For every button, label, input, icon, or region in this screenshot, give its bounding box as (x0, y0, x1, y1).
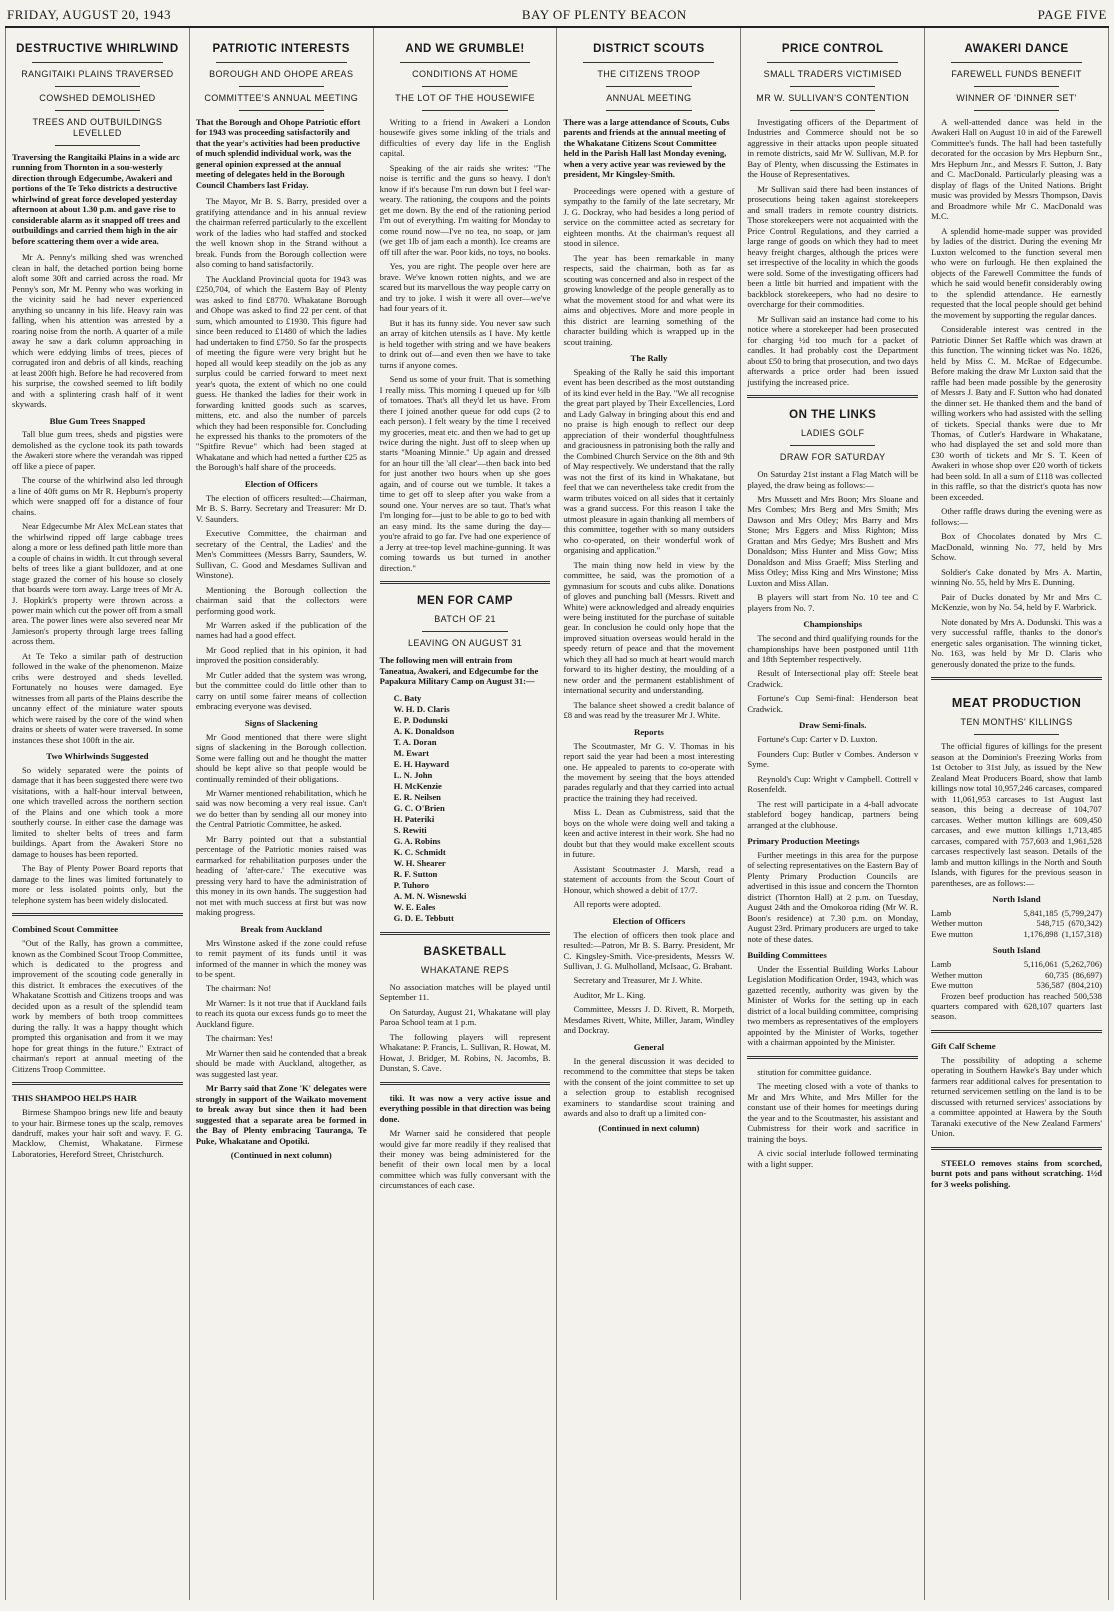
table-row (931, 959, 1102, 969)
divider (380, 1082, 551, 1085)
paragraph: Send us some of your fruit. That is something I really miss. This morning I queued up for ½lb of tomatoes. That's all they'd let us have. From there I joined another queue for odd cups (2 to each person). I felt weary by the time I received my groceries, meat etc. and then we had to get up twice during the night. Just off to sleep when up starts "Moaning Minnie." Up again and dressed for an hour till the 'all clear'—then back into bed for just another two hours when up she goes again, and of course out we tumble. It takes a time to get off to sleep after you wake from a sound one. Your nerves are so taut. That's what I'm longing for—just to be able to go to bed with an easy mind. Its the same during the day—you're afraid to go far. I've had one experience of a Jerry at tree-top level machine-gunning. It was coming towards us but turned in another direction." (379, 374, 551, 573)
table-cell-label: Lamb (931, 959, 952, 970)
subheading: LADIES GOLF (801, 428, 865, 439)
column-grumble (374, 28, 558, 1600)
paragraph: The chairman: Yes! (205, 1033, 273, 1044)
table-cell-value: 536,587 (1036, 980, 1065, 991)
paragraph: The meeting closed with a vote of thanks to Mr and Mrs White, and Mrs Miller for the constant use of their homes for meetings during the year and to the Scoutmaster, his assistant and Cubmistress for their work and sacrifice in training the boys. (747, 1081, 919, 1144)
crosshead: Election of Officers (612, 915, 686, 926)
paragraph: Mr Barry pointed out that a substantial percentage of the Patriotic monies raised was earmarked for rehabilitation purposes under the heading of 'after-care.' The executive was pressing very hard to have the administration of this money in its own hands. The suggestion had not met with much success at first but was now making progress. (195, 833, 367, 918)
page-number: PAGE FIVE (1037, 7, 1107, 22)
paragraph: Other raffle draws during the evening were as follows:— (931, 506, 1102, 527)
paragraph: The election of officers resulted:—Chairman, Mr B. S. Barry. Secretary and Treasurer: Mr D. V. Saunders. (195, 492, 367, 524)
paragraph: The possibility of adopting a scheme operating in Southern Hawke's Bay under which farmers rear additional calves for presentation to returned servicemen settling on the land is to be discussed with returned services' associations by a committee appointed at Hawera by the South Taranaki executive of the New Zealand Farmers' Union. (931, 1054, 1102, 1139)
south-island-table (931, 959, 1102, 990)
table-cell-prev: (86,697) (1072, 969, 1102, 980)
paragraph: Writing to a friend in Awakeri a London housewife gives some inkling of the trials and difficulties of every day life in the English capital. (379, 116, 551, 159)
divider (790, 110, 875, 111)
table-cell-prev: (5,262,706) (1061, 959, 1102, 970)
paragraph: stitution for committee guidance. (757, 1066, 872, 1077)
headline: AND WE GRUMBLE! (405, 43, 525, 55)
subheading: RANGITAIKI PLAINS TRAVERSED (21, 69, 174, 80)
table-cell-prev: (5,799,247) (1061, 907, 1102, 918)
subheading: ANNUAL MEETING (606, 92, 692, 103)
name-entry: G. D. E. Tebbutt (393, 912, 454, 923)
advert-text: STEELO removes stains from scorched, burnt pots and pans without scratching. 1½d for 3 weeks polishing. (931, 1157, 1102, 1189)
subheading: MR W. SULLIVAN'S CONTENTION (756, 92, 910, 103)
paragraph: Soldier's Cake donated by Mrs A. Martin, winning No. 55, held by Mrs E. Dunning. (931, 566, 1102, 588)
table-cell-prev: (804,210) (1068, 980, 1102, 991)
table-row (931, 929, 1102, 939)
divider (767, 62, 898, 63)
crosshead: Gift Calf Scheme (931, 1040, 996, 1051)
headline: PRICE CONTROL (781, 43, 884, 55)
paragraph: Assistant Scoutmaster J. Marsh, read a statement of accounts from the Scout Court of Honour, which showed a debit of 17/7. (563, 863, 735, 895)
paragraph: Mr Good mentioned that there were slight signs of slackening in the Borough collection. Some were falling out and he thought the matter should be kept alive so that people would be continually reminded of their obligations. (195, 731, 367, 784)
advert-heading: THIS SHAMPOO HELPS HAIR (12, 1093, 137, 1104)
subheading: COWSHED DEMOLISHED (39, 92, 156, 103)
name-entry: E. P. Dodunski (393, 714, 448, 725)
divider (931, 677, 1102, 680)
crosshead: Two Whirlwinds Suggested (46, 751, 149, 762)
name-entry: P. Tuhoro (393, 879, 430, 890)
divider (380, 581, 551, 584)
subheading: FAREWELL FUNDS BENEFIT (951, 69, 1082, 80)
paragraph: Note donated by Mrs A. Dodunski. This was a very successful raffle, thanks to the donor's energetic sales organisation. The winning ticket, No. 163, was held by Mr D. Claris who generously donated the prize to the funds. (931, 616, 1102, 669)
divider (422, 86, 507, 87)
table-row (931, 970, 1102, 980)
name-entry: A. K. Donaldson (393, 725, 455, 736)
divider (380, 932, 551, 935)
table-heading: North Island (992, 894, 1041, 905)
paragraph: Pair of Ducks donated by Mr and Mrs C. McKenzie, won by No. 54, held by F. Warbrick. (931, 591, 1102, 613)
paragraph: The following players will represent Whakatane: P. Francis, L. Sullivan, R. Howat, M. Howat, J. Bridger, M. Robins, N. Jacombs, B. Dunstan, S. Cave. (379, 1031, 551, 1074)
paragraph: Mr Warren asked if the publication of the names had had a good effect. (195, 619, 367, 641)
table-row (931, 908, 1102, 918)
paragraph: The balance sheet showed a credit balance of £8 and was read by the treasurer Mr J. White. (563, 699, 735, 721)
subheading: BATCH OF 21 (434, 614, 496, 625)
table-cell-value: 5,841,185 (1023, 907, 1058, 918)
paragraph: Mr Cutler added that the system was wrong, but the committee could do little other than to carry on until some fairer means of collection embracing everyone was devised. (195, 669, 367, 712)
paragraph: On Saturday 21st instant a Flag Match will be played, the draw being as follows:— (747, 469, 919, 490)
north-island-table (931, 908, 1102, 939)
paragraph: A splendid home-made supper was provided by ladies of the district. During the evening Mr Luxton welcomed to the function several men who were on furlough. He then explained the objects of the Farewell Committee the funds of which he said would benefit considerably owing to the splendid attendance. He earnestly requested that the local people should get behind the movement by supporting the regular dances. (931, 225, 1102, 320)
subheading: DRAW FOR SATURDAY (779, 452, 886, 463)
subheading: COMMITTEE'S ANNUAL MEETING (204, 92, 359, 103)
paragraph: Speaking of the air raids she writes: "The noise is terrific and the guns so heavy. I don't know if it's because I'm run down but I feel war-weary. The rationing, the coupons and the points get me down. By the end of the rationing period I'm out of everything. I'm waiting for Monday to come round now—I've no tea, no soap, or jam (we get 1lb of jam each a month). Ice creams are off till after the war. Poor kids, no toys, no books. (379, 162, 551, 257)
paragraph: The Auckland Provincial quota for 1943 was £250,704, of which the Eastern Bay of Plenty was asked to find £8770. Whakatane Borough and Ohope was asked to find 22 per cent. of that sum, which amounted to £1930. This figure had since been reduced to £1480 of which the ladies had undertaken to find £750. So far the prospects of meeting the figure were very bright but he hoped all would keep steadily on the job as any surplus could be carried forward to meet next year's quota, the extent of which no one could guess. He thanked the ladies for their work in forwarding knitted goods such as scarves, mittens, etc. and also the number of parcels which they had been responsible for. Concluding he expressed his thanks to the promoters of the "Spitfire Revue" which had been staged at Whakatane and which had netted a further £25 as the Borough's half share of the proceeds. (195, 273, 367, 473)
name-entry: L. N. John (393, 769, 433, 780)
table-heading: South Island (992, 945, 1041, 956)
subheading: BOROUGH AND OHOPE AREAS (209, 69, 354, 80)
headline: AWAKERI DANCE (964, 43, 1069, 55)
crosshead: Blue Gum Trees Snapped (49, 415, 146, 426)
divider (790, 445, 875, 446)
newspaper-page (5, 5, 1109, 1601)
lede: The following men will entrain from Taneatua, Awakeri, and Edgecumbe for the Papakura Military Camp on August 31:— (379, 655, 539, 687)
crosshead: Combined Scout Committee (12, 924, 119, 935)
paragraph: Frozen beef production has reached 500,538 quarters compared with 628,107 quarters last season. (931, 990, 1102, 1022)
column-awakeri-dance (925, 28, 1109, 1600)
paragraph: Mrs Winstone asked if the zone could refuse to remit payment of its funds until it was informed of the manner in which the money was to be spent. (195, 937, 367, 979)
crosshead: Championships (803, 619, 863, 630)
name-entry: R. F. Sutton (393, 868, 438, 879)
paragraph: The rest will participate in a 4-ball advocate stableford bogey handicap, partners being arranged at the clubhouse. (747, 798, 919, 830)
table-cell-label: Wether mutton (931, 918, 983, 929)
table-cell-label: Lamb (931, 907, 952, 918)
paragraph: Mr Sullivan said an instance had come to his notice where a storekeeper had been prosecuted for charging ½d too much for a packet of candles. It had probably cost the Department about £50 to bring that prosecution, and two days afterwards a price order had been issued justifying the increased price. (747, 313, 919, 387)
paragraph: The course of the whirlwind also led through a line of 40ft gums on Mr R. Hepburn's property which were snapped off for a distance of four chains. (12, 475, 183, 517)
name-entry: C. Baty (393, 692, 422, 703)
paragraph: Reynold's Cup: Wright v Campbell. Cottrell v Rosenfeldt. (747, 773, 919, 795)
paragraph: B players will start from No. 10 tee and C players from No. 7. (747, 592, 919, 613)
crosshead: Signs of Slackening (244, 717, 318, 728)
paragraph: On Saturday, August 21, Whakatane will play Paroa School team at 1 p.m. (379, 1006, 551, 1028)
paragraph: Mr Warner then said he contended that a break should be made with Auckland, altogether, as was suggested last year. (195, 1047, 367, 1079)
divider (951, 62, 1082, 63)
paragraph: Mentioning the Borough collection the chairman said that the collectors were performing good work. (195, 584, 367, 616)
paragraph: tiki. It was now a very active issue and everything possible in that direction was being done. (379, 1092, 551, 1124)
paragraph: Fortune's Cup: Carter v D. Luxton. (757, 734, 878, 745)
subheading: LEAVING ON AUGUST 31 (407, 638, 523, 649)
table-cell-prev: (670,342) (1068, 918, 1102, 929)
divider (931, 1147, 1102, 1150)
name-entry: H. Pateriki (393, 813, 435, 824)
headline: DISTRICT SCOUTS (593, 43, 705, 55)
paragraph: Fortune's Cup Semi-final: Henderson beat Cradwick. (747, 693, 919, 714)
divider (422, 631, 507, 632)
name-entry: W. E. Eales (393, 901, 436, 912)
paragraph: The Mayor, Mr B. S. Barry, presided over a gratifying attendance and in his annual review the chairman referred particularly to the excellent work of the ladies who had staffed and stocked the well known shop in the Strand without a break. Funds from the Borough collection were also coming to hand satisfactorily. (195, 196, 367, 270)
crosshead: Building Committees (747, 950, 827, 961)
name-entry: E. R. Neilsen (393, 791, 441, 802)
subheading: THE LOT OF THE HOUSEWIFE (395, 92, 535, 103)
paragraph: Committee, Messrs J. D. Rivett, R. Morpeth, Mesdames Rivett, White, Miller, Jaram, Windley and Dockray. (563, 1004, 735, 1036)
paragraph: Box of Chocolates donated by Mrs C. MacDonald, winning No. 77, held by Mrs Schow. (931, 531, 1102, 563)
paragraph: No association matches will be played until September 11. (379, 981, 551, 1003)
paragraph: But it has its funny side. You never saw such an array of kitchen utensils as I have. My kettle is held together with string and we have beakers to drink out of—and even then we have to take turns if anyone comes. (379, 317, 551, 370)
paragraph: The election of officers then took place and resulted:—Patron, Mr B. S. Barry. President, Mr C. Kingsley-Smith. Vice-presidents, Messrs W. Sullivan, J. G. Mulholland, McIsaac, G. Brabant. (563, 929, 735, 971)
crosshead: Primary Production Meetings (747, 836, 860, 847)
paragraph: "Out of the Rally, has grown a committee, known as the Combined Scout Troop Committee, which is dedicated to the progress and improvement of the scouting code generally in this district. It embraces the executives of the Whakatane Scottish and Citizens troops and was decided upon as a result of the splendid team work by members of both troop committees during the rally. It was a happy thought which prompted this organisation and from it we may hope for great things in the future." Extract of chairman's report at annual meeting of the Citizens Troop Committee. (12, 938, 183, 1074)
paragraph: Under the Essential Building Works Labour Legislation Modification Order, 1943, which was gazetted recently, authority was given by the Minister of Works for the setting up in each district of a local building committee, comprising two members as representatives of the employers appointed by the Minister of Works, together with a chairman appointed by the Minister. (747, 963, 919, 1048)
table-cell-label: Wether mutton (931, 969, 983, 980)
crosshead: Break from Auckland (240, 923, 323, 934)
divider (606, 86, 691, 87)
paragraph: The year has been remarkable in many respects, said the chairman, both as far as scouting was concerned and also in respect of the growing knowledge of the people generally as to what the movement stood for and what were its aims and objectives. More and more people in this district are learning something of the character building which is wrapped up in the scout training. (563, 252, 735, 347)
crosshead: General (633, 1041, 665, 1052)
paragraph: A civic social interlude followed terminating with a light supper. (747, 1148, 919, 1169)
table-cell-value: 60,735 (1044, 969, 1069, 980)
divider (974, 86, 1059, 87)
divider (974, 734, 1059, 735)
divider (931, 1030, 1102, 1033)
divider (32, 62, 163, 63)
name-entry: G. A. Robins (393, 835, 441, 846)
paragraph: The second and third qualifying rounds for the championships have been postponed until 11th and 18th September respectively. (747, 633, 919, 664)
divider (606, 110, 691, 111)
paragraph: Investigating officers of the Department of Industries and Commerce should not be so aggressive in their attacks upon people situated in remote districts, said Mr W. Sullivan, M.P. for Bay of Plenty, when discussing the Estimates in the House of Representatives. (747, 116, 919, 180)
subheading: SMALL TRADERS VICTIMISED (763, 69, 902, 80)
name-entry: K. C. Schmidt (393, 846, 446, 857)
divider (239, 110, 324, 111)
paragraph: Mrs Mussett and Mrs Boon; Mrs Sloane and Mrs Combes; Mrs Berg and Mrs Smith; Mrs Dawson and Mrs Otley; Mrs Barry and Mrs Stone; Mrs Eggers and Miss Righton; Miss Grattan and Mrs Gedye; Mrs Bushett and Mrs Donaldson; Miss Hunter and Miss Gow; Miss Donaldson and Miss Graeff; Miss Sterling and Miss Otley; Miss King and Mrs Winstone; Miss Luxton and Miss Allan. (747, 493, 919, 588)
name-entry: H. McKenzie (393, 780, 442, 791)
advert-text: Birmese Shampoo brings new life and beauty to your hair. Birmese tones up the scalp, removes dandruff, makes your hair soft and wavy. F. G. Macklow, Chemist, Whakatane. Firmese Laboratories, Hereford Street, Christchurch. (12, 1107, 183, 1159)
crosshead: Election of Officers (244, 478, 318, 489)
paragraph: Secretary and Treasurer, Mr J. White. (573, 975, 703, 986)
subheading: TEN MONTHS' KILLINGS (960, 717, 1073, 728)
divider (55, 86, 140, 87)
paragraph: Founders Cup: Butler v Combes. Anderson v Syme. (747, 748, 919, 770)
subheading: WHAKATANE REPS (420, 964, 510, 975)
headline: BASKETBALL (423, 945, 507, 958)
paragraph: In the general discussion it was decided to recommend to the committee that steps be taken with the consent of the joint committee to set up a selection group to establish recognised examiners to standardise scout training and awards and also to draft up a limited con- (563, 1055, 735, 1119)
table-row (931, 918, 1102, 928)
paragraph: Mr Sullivan said there had been instances of prosecutions being taken against storekeepers and small traders in remote country districts. Those storekeepers were not acquainted with the Price Control Regulations, and they carried a large range of goods on which they had to meet heavy freight charges, although the prices were set irrespective of the locality in which the goods were sold. Some of the investigating officers had been a little bit hurried and impatient with the backblock storekeepers, who had no desire to overcharge for their commodities. (747, 183, 919, 310)
divider (55, 145, 140, 146)
paragraph: All reports were adopted. (573, 899, 661, 910)
paragraph: Yes, you are right. The people over here are brave. We've known rotten nights, and we are scared but its marvellous the way people carry on and try to joke. I wish it were all over—we've had four years of it. (379, 261, 551, 314)
paragraph: Executive Committee, the chairman and secretary of the Central, the Ladies' and the Men's Committees (Messrs Barry, Saunders, W. Sullivan, C. Good and Mesdames Sullivan and Winstone). (195, 528, 367, 581)
paragraph: So widely separated were the points of damage that it has been suggested there were two visitations, with a half-hour interval between, one which travelled across the northern section of the Plains and one which took a more southerly course. In either case the damage was limited to shelter belts of trees and farm buildings. Apart from the Awakeri Store no damage to houses has been reported. (12, 765, 183, 859)
paragraph: The Scoutmaster, Mr G. V. Thomas in his report said the year had been a most interesting one. He appealed to parents to co-operate with the movement by seeing that the boys attended parades regularly and that they carried into actual practice the training they had received. (563, 740, 735, 803)
paragraph: Tall blue gum trees, sheds and pigsties were demolished as the cyclone took its path towards the Awakeri store where the verandah was ripped off like a piece of paper. (12, 429, 183, 471)
paragraph: Near Edgecumbe Mr Alex McLean states that the whirlwind ripped off large cabbage trees along a more or less defined path little more than a couple of chains in width. It cut through several belts of trees like a giant bulldozer, and at one stage grazed the corner of his house so closely that boards were torn away. Large trees of Mr A. J. Hopkirk's property were thrown across a power main which cut the power off from a small area. The power lines were also severed near Mr Jamieson's property through large trees falling across them. (12, 521, 183, 647)
paragraph: Mr Barry said that Zone 'K' delegates were strongly in support of the Waikato movement to break away but since then it had been suggested that a separate area be formed in the Bay of Plenty embracing Tauranga, Te Puke, Whakatane and Opotiki. (195, 1083, 367, 1146)
masthead (5, 5, 1109, 28)
crosshead: Draw Semi-finals. (799, 720, 867, 731)
paragraph: A well-attended dance was held in the Awakeri Hall on August 10 in aid of the Farewell Committee's funds. The hall had been tastefully decorated for the occasion by Mrs Hepburn Snr., Mrs Hepburn Jnr., and Messrs F. Sutton, J. Baty and C. MacDonald. Particularly pleasing was a display of flags of the United Nations. Bright music was provided by Messrs Thompson, Davis and Broadmore while Mr C. MacDonald was M.C. (931, 116, 1102, 222)
lede: Traversing the Rangitaiki Plains in a wide arc running from Thornton in a sou-westerly direction through Edgecumbe, Awakeri and portions of the Te Teko districts a destructive whirlwind of great force developed yesterday afternoon at about 1.30 p.m. and gave rise to considerable alarm as it snapped off trees and outbuildings and carried them high in the air before scattering them over a wide area. (12, 151, 181, 246)
paragraph: The main thing now held in view by the committee, he said, was the promotion of a gymnasium for scouts and cubs alike. Donations of gloves and punching ball (Messrs. Rivett and White) were acknowledged and already enquiries were being instituted for the purchase of suitable gear. In conclusion he could only hope that the improved situation overseas would herald in the speedy return of peace and that the movement which they all had so much at heart would march forward to its higher destiny, the moulding of a new order and the permanent establishment of international security and understanding. (563, 559, 735, 696)
issue-date: FRIDAY, AUGUST 20, 1943 (7, 7, 172, 22)
subheading: THE CITIZENS TROOP (597, 69, 701, 80)
column-price-control (741, 28, 925, 1600)
subheading: TREES AND OUTBUILDINGS LEVELLED (32, 116, 163, 138)
paragraph: Miss L. Dean as Cubmistress, said that the boys on the whole were doing well and taking a keen and active interest in their work. She had no doubt but that they would make excellent scouts in future. (563, 807, 735, 860)
table-cell-value: 5,116,061 (1023, 959, 1058, 970)
column-patriotic (190, 28, 374, 1600)
paragraph: Mr Warner: Is it not true that if Auckland fails to reach its quota our excess funds go to meet the Auckland figure. (195, 997, 367, 1029)
paragraph: Proceedings were opened with a gesture of sympathy to the family of the late secretary, Mr J. G. Dockray, who had besides a long period of service on the committee acted as secretary for eighteen months. At the chairman's request all stood in silence. (563, 185, 735, 249)
subheading: CONDITIONS AT HOME (412, 69, 518, 80)
paragraph: Mr Warner mentioned rehabilitation, which he said was now becoming a very real issue. Can't we do better than by sending all our money into the Central Patriotic Committee, he asked. (195, 788, 367, 830)
paragraph: Mr Good replied that in his opinion, it had improved the position considerably. (195, 644, 367, 666)
divider (400, 62, 531, 63)
divider (583, 62, 714, 63)
headline: MEAT PRODUCTION (951, 696, 1082, 711)
table-cell-value: 548,715 (1036, 918, 1065, 929)
lede: There was a large attendance of Scouts, Cubs parents and friends at the annual meeting of the Whakatane Citizens Scout Committee held in the Parish Hall last Monday evening, when a very active year was reviewed by the president, Mr Kingsley-Smith. (563, 116, 730, 180)
divider (55, 110, 140, 111)
divider (12, 1082, 183, 1085)
lede: That the Borough and Ohope Patriotic effort for 1943 was proceeding satisfactorily and that the year's activities had been productive of much splendid individual work, was the general opinion expressed at the annual meeting of delegates held in the Borough Council Chambers last Friday. (195, 116, 361, 190)
paragraph: Mr Warner said he considered that people would give far more readily if they realised that their money was being administered for the benefit of their own local men by a local committee which was fully conversant with the circumstances of each case. (379, 1128, 551, 1191)
divider (747, 395, 918, 398)
name-entry: T. A. Doran (393, 736, 437, 747)
name-entry: S. Rewiti (393, 824, 427, 835)
subheading: WINNER OF 'DINNER SET' (956, 92, 1077, 103)
crosshead: The Rally (630, 353, 668, 364)
name-entry: A. M. N. Wisnewski (393, 890, 467, 901)
continued-note: (Continued in next column) (230, 1150, 332, 1161)
paragraph: Mr A. Penny's milking shed was wrenched clean in half, the detached portion being borne aloft some 30ft and carried across the road. Mr Penny's son, Mr M. Penny who was working in the vicinity said he had never experienced anything so uncanny in his life. Heavy rain was falling, when his attention was arrested by a roaring noise from the north. A quarter of a mile away he saw a dark column approaching in which were eddying limbs of trees, pieces of corrugated iron and debris of all kinds, reaching at least 200ft high. Before he had recovered from his surprise, the cowshed seemed to lift bodily and with a splintering crash half of it went skywards. (12, 252, 183, 410)
paragraph: At Te Teko a similar path of destruction followed in the wake of the phenomenon. Maize cribs were destroyed and sheds levelled. Fortunately no houses were damaged. Eye witnesses from all parts of the Plains describe the uncanny effect of the miniature water spouts which were raised by the core of the wind when drains or sheets of water were traversed. In some instances these shot 100ft in the air. (12, 650, 183, 745)
table-cell-value: 1,176,898 (1023, 928, 1058, 939)
table-cell-label: Ewe mutton (931, 928, 973, 939)
divider (747, 1056, 918, 1059)
paragraph: Considerable interest was centred in the Patriotic Dinner Set Raffle which was drawn at this function. The winning ticket was No. 1826, held by Miss C. M. McRae of Edgecumbe. Before making the draw Mr Luxton said that the raffle had been made possible by the generosity of Messrs J. Baty and F. Sutton who had donated the dinner set. He thanked them and the band of willing workers who had assisted with the selling of tickets. Special thanks were due to Mr Thomas, of Cutler's Hardware in Whakatane, who had displayed the set and sold more than £30 worth of tickets and Mr S. T. Keen of Awakeri in whose shop over £20 worth of tickets had been sold. In all a sum of £118 was collected in this raffle, so that the district's quota has now been exceeded. (931, 324, 1102, 502)
paragraph: Result of Intersectional play off: Steele beat Cradwick. (747, 668, 919, 689)
column-scouts (557, 28, 741, 1600)
table-cell-label: Ewe mutton (931, 980, 973, 991)
divider (12, 913, 183, 916)
paragraph: Further meetings in this area for the purpose of selecting representatives on the Eastern Bay of Plenty Primary Production Councils are advertised in this issue and concern the Thornton district (Thornton Hall) at 2 p.m. on Tuesday, August 24th and the Omokoroa riding (Mr W. R. Boon's residence) at 7.30 p.m. on Monday, August 23rd. Primary producers are urged to take note of these dates. (747, 849, 919, 944)
column-whirlwind (6, 28, 190, 1600)
paragraph: The official figures of killings for the present season at the Dominion's Freezing Works from 1st October to 31st July, as issued by the New Zealand Meat Producers Board, show that lamb killings now total 10,957,246 carcases, compared with 11,061,953 carcases to 1st August last season, this being a decrease of 104,707 carcases. Wether mutton killings are 609,450 carcases, and ewe mutton killings 1,713,485 carcases, compared with 757,603 and 1,961,528 carcases respectively last season. Details of the lamb and mutton killings in the North and South Islands, with figures for the previous season in parentheses, are as follows:— (931, 741, 1102, 888)
divider (422, 110, 507, 111)
headline: MEN FOR CAMP (417, 595, 514, 608)
paragraph: Auditor, Mr L. King. (573, 989, 646, 1000)
paragraph: The chairman: No! (205, 983, 272, 994)
name-entry: M. Ewart (393, 747, 429, 758)
name-entry: W. H. D. Claris (393, 703, 450, 714)
continued-note: (Continued in next column) (598, 1122, 700, 1133)
divider (974, 110, 1059, 111)
names-list (394, 693, 551, 924)
headline: ON THE LINKS (789, 409, 877, 422)
divider (790, 86, 875, 87)
crosshead: Reports (634, 726, 664, 737)
paragraph: The Bay of Plenty Power Board reports that damage to the lines was limited fortunately to more or less isolated points only, but the telephone system has been widely dislocated. (12, 863, 183, 905)
headline: DESTRUCTIVE WHIRLWIND (16, 43, 179, 55)
table-cell-prev: (1,157,318) (1061, 928, 1102, 939)
name-entry: G. C. O'Brien (393, 802, 445, 813)
table-row (931, 980, 1102, 990)
divider (239, 86, 324, 87)
headline: PATRIOTIC INTERESTS (212, 43, 350, 55)
name-entry: E. H. Hayward (393, 758, 450, 769)
paper-title: BAY OF PLENTY BEACON (521, 7, 687, 22)
columns (5, 28, 1109, 1600)
paragraph: Speaking of the Rally he said this important event has been described as the most outstanding of its kind ever held in the Bay. "We all recognise the great part played by Their Excellencies, Lord and Lady Galway in bringing about this end and no praise is high enough to reflect our deep appreciation of their wonderful thoughtfulness and graciousness in patronising both the rally and the Combined Church Service on the 8th and 9th of May respectively. We understand that the rally was not the first of its kind in Whakatane, but feel that we can nevertheless take credit from the warm tributes voiced on all sides that it certainly was a grand success. For this reason I take the utmost pleasure in again thanking all members of this committee, together with so many outsiders who co-operated, on their wonderful work of organising and application." (563, 366, 735, 556)
name-entry: W. H. Shearer (393, 857, 446, 868)
divider (216, 62, 347, 63)
